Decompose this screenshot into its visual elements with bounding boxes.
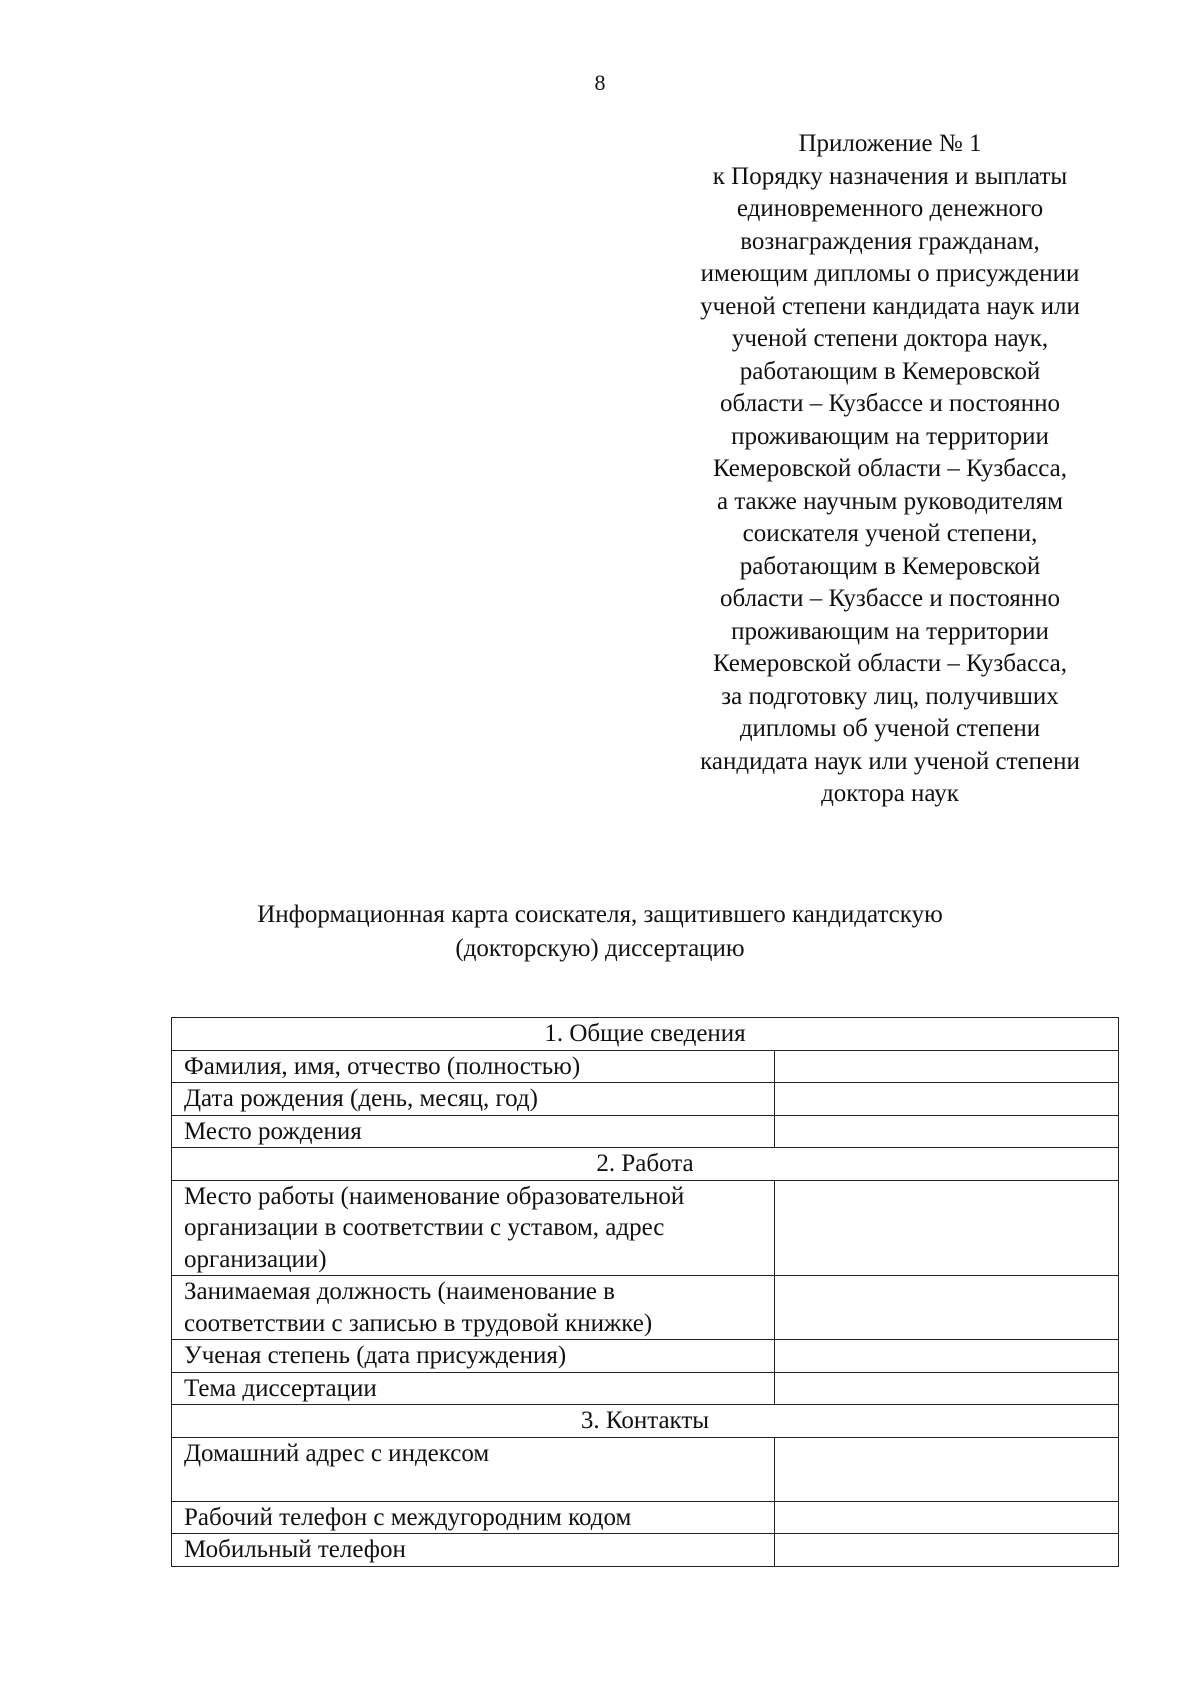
appendix-line: вознаграждения гражданам,	[740, 227, 1040, 255]
table-row	[172, 1437, 1119, 1501]
section-heading-contacts: 3. Контакты	[172, 1405, 1119, 1438]
table-row	[172, 1372, 1119, 1405]
field-value-academic-degree[interactable]	[775, 1340, 1119, 1373]
field-label-line: организации)	[184, 1245, 327, 1273]
section-heading-row	[172, 1405, 1119, 1438]
appendix-line: за подготовку лиц, получивших	[721, 682, 1059, 710]
field-label-line: Занимаемая должность (наименование в	[184, 1278, 615, 1305]
field-value-birth-place[interactable]	[775, 1115, 1119, 1148]
field-value-mobile-phone[interactable]	[775, 1534, 1119, 1567]
field-label-birth-place: Место рождения	[172, 1115, 775, 1148]
field-label-birth-date: Дата рождения (день, месяц, год)	[172, 1083, 775, 1116]
table-row	[172, 1534, 1119, 1567]
appendix-header	[660, 128, 1120, 811]
field-label-line: организации в соответствии с уставом, адрес	[184, 1214, 665, 1241]
table-row	[172, 1115, 1119, 1148]
field-label-home-address: Домашний адрес с индексом	[172, 1437, 775, 1501]
appendix-line: проживающим на территории	[731, 617, 1049, 645]
appendix-line: Приложение № 1	[798, 130, 982, 157]
field-value-position[interactable]	[775, 1276, 1119, 1340]
appendix-line: работающим в Кемеровской	[739, 357, 1041, 385]
appendix-line: к Порядку назначения и выплаты	[712, 162, 1068, 190]
section-heading-work: 2. Работа	[172, 1148, 1119, 1181]
appendix-line: Кемеровской области – Кузбасса,	[713, 455, 1067, 482]
field-label-full-name: Фамилия, имя, отчество (полностью)	[172, 1050, 775, 1083]
field-label-dissertation-topic: Тема диссертации	[172, 1372, 775, 1405]
table-row	[172, 1050, 1119, 1083]
appendix-line: доктора наук	[821, 780, 959, 807]
info-card-table	[171, 1017, 1119, 1567]
field-label-line: соответствии с записью в трудовой книжке)	[184, 1309, 653, 1337]
field-label-mobile-phone: Мобильный телефон	[172, 1534, 775, 1567]
section-heading-row	[172, 1148, 1119, 1181]
appendix-line: ученой степени кандидата наук или	[700, 292, 1080, 320]
field-value-birth-date[interactable]	[775, 1083, 1119, 1116]
table-row	[172, 1180, 1119, 1276]
appendix-line: единовременного денежного	[736, 195, 1044, 222]
appendix-line: области – Кузбассе и постоянно	[719, 585, 1060, 612]
field-value-workplace[interactable]	[775, 1180, 1119, 1276]
field-value-home-address[interactable]	[775, 1437, 1119, 1501]
appendix-line: соискателя ученой степени,	[742, 520, 1038, 547]
document-title-line: Информационная карта соискателя, защитившего кандидатскую	[257, 901, 943, 928]
field-value-work-phone[interactable]	[775, 1501, 1119, 1534]
field-label-work-phone: Рабочий телефон с междугородним кодом	[172, 1501, 775, 1534]
section-heading-general: 1. Общие сведения	[172, 1018, 1119, 1051]
table-row	[172, 1340, 1119, 1373]
appendix-line: области – Кузбассе и постоянно	[719, 390, 1060, 417]
field-value-dissertation-topic[interactable]	[775, 1372, 1119, 1405]
appendix-line: Кемеровской области – Кузбасса,	[713, 650, 1067, 677]
section-heading-row	[172, 1018, 1119, 1051]
document-title-line: (докторскую) диссертацию	[455, 935, 745, 962]
field-label-academic-degree: Ученая степень (дата присуждения)	[172, 1340, 775, 1373]
page-number: 8	[594, 70, 606, 95]
appendix-line: имеющим дипломы о присуждении	[700, 260, 1080, 287]
table-row	[172, 1083, 1119, 1116]
field-label-workplace	[172, 1180, 775, 1276]
appendix-line: работающим в Кемеровской	[739, 552, 1041, 580]
appendix-line: кандидата наук или ученой степени	[700, 747, 1080, 775]
appendix-line: проживающим на территории	[731, 422, 1049, 450]
appendix-line: дипломы об ученой степени	[739, 715, 1041, 742]
field-label-line: Место работы (наименование образовательной	[184, 1182, 685, 1210]
table-row	[172, 1276, 1119, 1340]
field-label-position	[172, 1276, 775, 1340]
document-title	[0, 898, 1200, 966]
appendix-line: а также научным руководителям	[716, 487, 1063, 515]
field-value-full-name[interactable]	[775, 1050, 1119, 1083]
table-row	[172, 1501, 1119, 1534]
appendix-line: ученой степени доктора наук,	[731, 325, 1049, 352]
